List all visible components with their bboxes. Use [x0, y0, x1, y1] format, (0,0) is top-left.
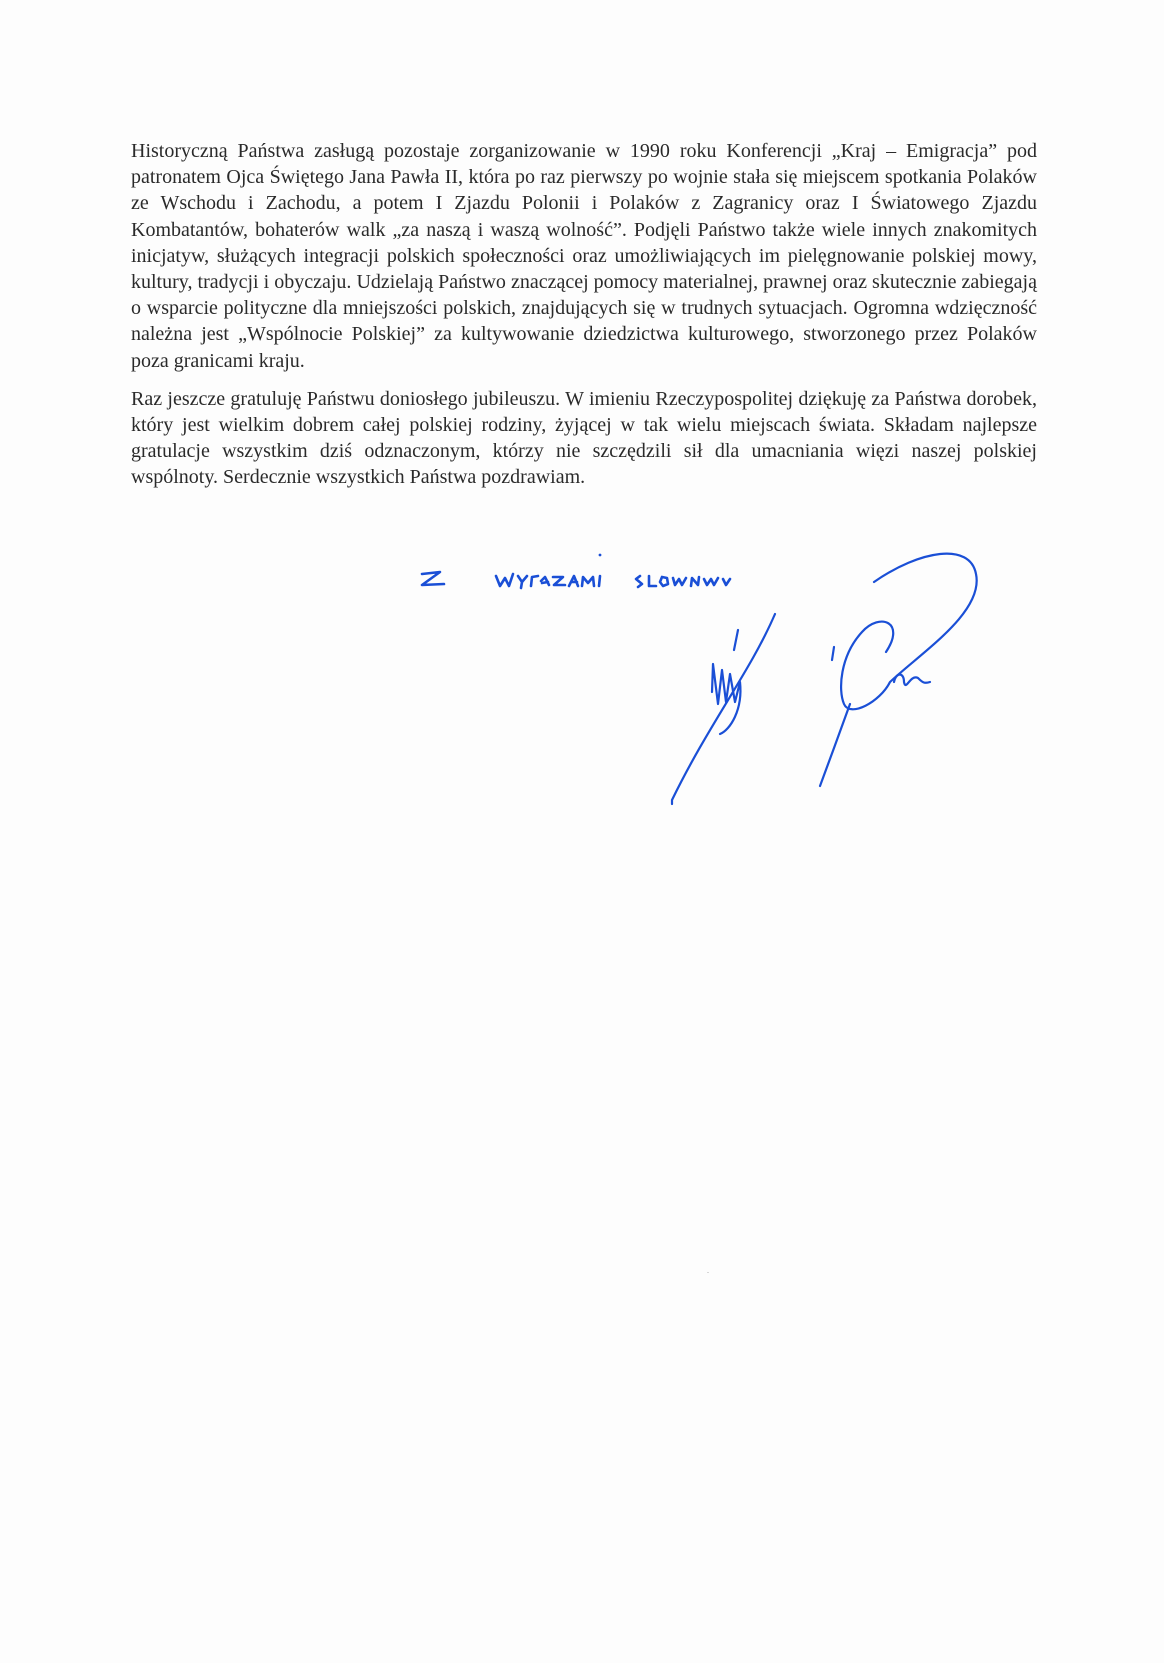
handwriting-word-2 [496, 574, 600, 588]
handwriting-dot [599, 554, 602, 557]
handwritten-closing-and-signature [410, 552, 1010, 852]
handwritten-closing-image [410, 552, 1010, 852]
letter-body [131, 138, 1037, 503]
handwriting-z-stroke [422, 572, 444, 585]
letter-paragraph-1: Historyczną Państwa zasługą pozostaje zorganizowanie w 1990 roku Konferencji „Kraj – Emigracja” pod patronatem Ojca Świętego Jana Pawła II, która po raz pierwszy po wojnie stała się miejscem spotkania Polaków ze Wschodu i Zachodu, a potem I Zjazdu Polonii i Polaków z Zagranicy oraz I Światowego Zjazdu Kombatantów, bohaterów walk „za naszą i waszą wolność”. Podjęli Państwo także wiele innych znakomitych inicjatyw, służących integracji polskich społeczności oraz umożliwiających im pielęgnowanie polskiej mowy, kultury, tradycji i obyczaju. Udzielają Państwo znaczącej pomocy materialnej, prawnej oraz skutecznie zabiegają o wsparcie polityczne dla mniejszości polskich, znajdujących się w trudnych sytuacjach. Ogromna wdzięczność należna jest „Wspólnocie Polskiej” za kultywowanie dziedzictwa kulturowego, stworzonego przez Polaków poza granicami kraju. [131, 140, 1037, 372]
letter-paragraph-2: Raz jeszcze gratuluję Państwu doniosłego jubileuszu. W imieniu Rzeczypospolitej dziękuję za Państwa dorobek, który jest wielkim dobrem całej polskiej rodziny, żyjącej w tak wielu miejscach świata. Składam najlepsze gratulacje wszystkim dziś odznaczonym, którzy nie szczędzili sił dla umacniania więzi naszej polskiej wspólnoty. Serdecznie wszystkich Państwa pozdrawiam. [131, 387, 1037, 489]
handwriting-word-3 [636, 576, 730, 587]
signature-icon [672, 554, 977, 804]
scan-speck [707, 1272, 709, 1273]
